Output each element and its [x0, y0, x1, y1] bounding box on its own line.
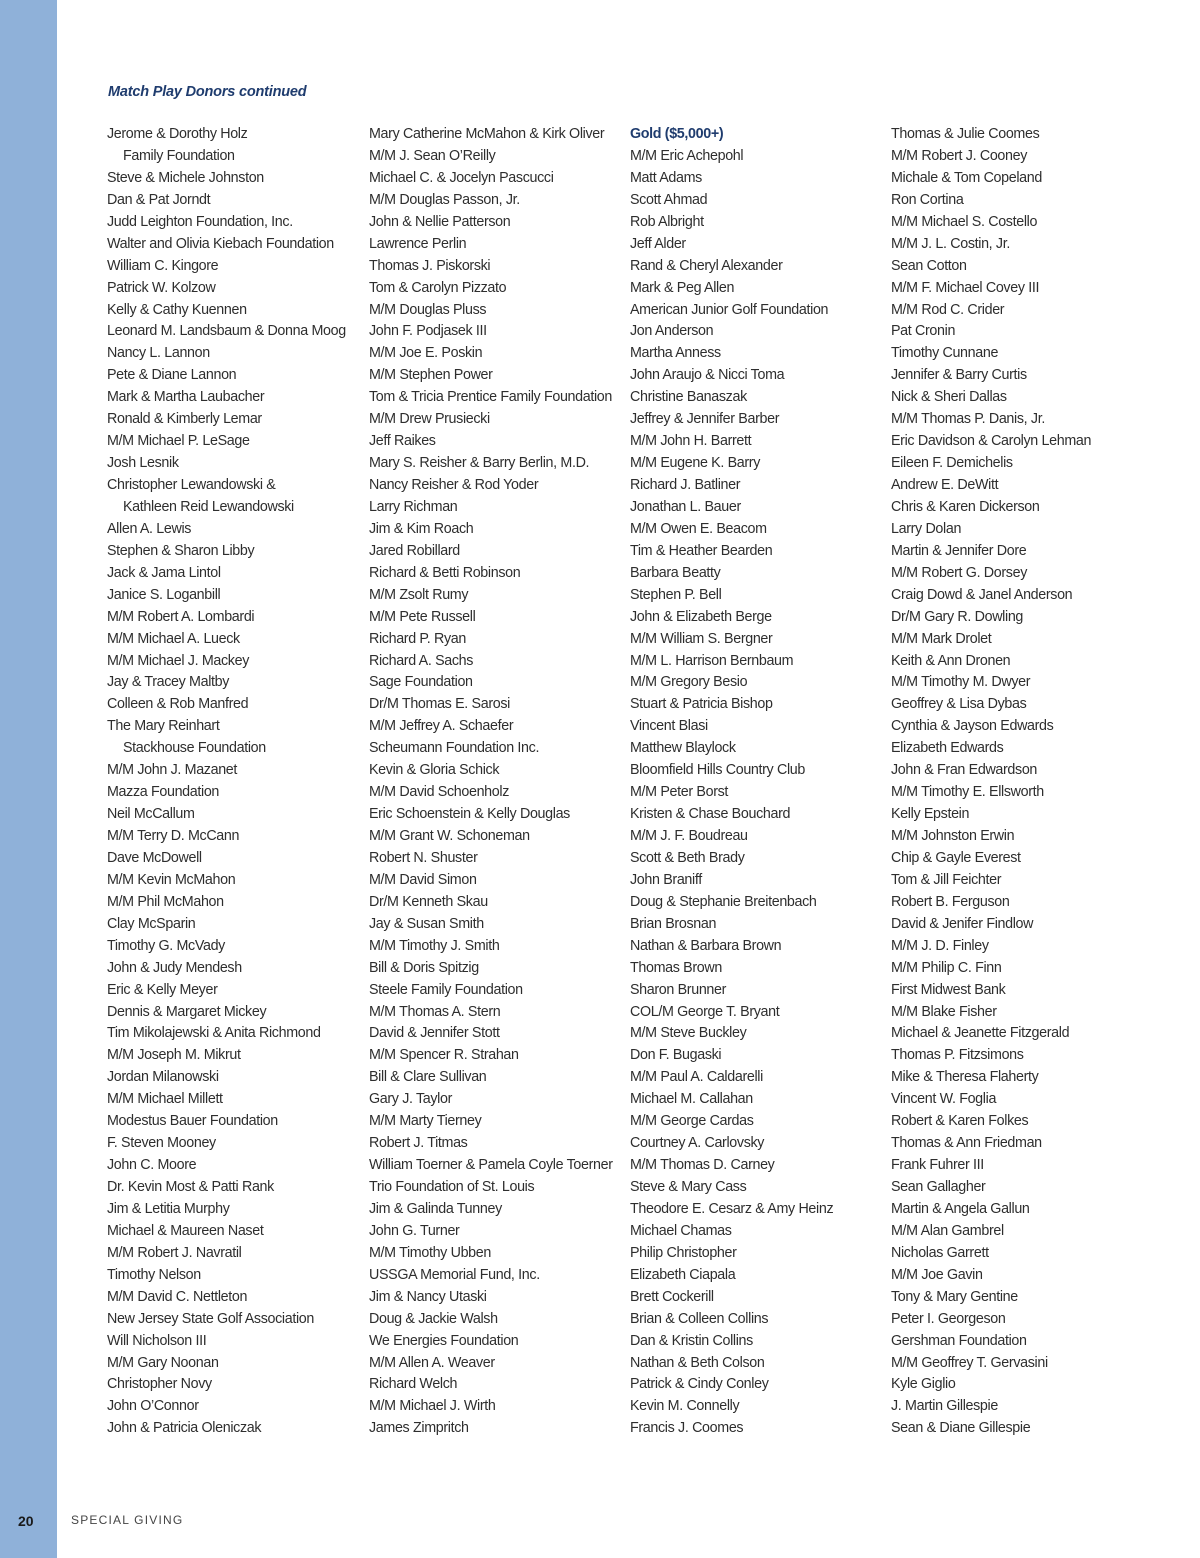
donor-name: M/M Johnston Erwin	[891, 828, 1015, 844]
donor-name: Rob Albright	[630, 213, 704, 230]
section-heading: Match Play Donors continued	[108, 84, 307, 100]
donor-name: Michael M. Callahan	[630, 1091, 753, 1108]
donor-name: M/M Blake Fisher	[891, 1003, 997, 1020]
donor-name: Robert B. Ferguson	[891, 893, 1010, 910]
donor-name: M/M Pete Russell	[369, 608, 476, 625]
donor-name: M/M Eric Achepohl	[630, 147, 744, 164]
donor-name: M/M Timothy M. Dwyer	[891, 674, 1031, 691]
donor-name: David & Jenifer Findlow	[891, 915, 1034, 932]
donor-name: Christopher Novy	[107, 1376, 212, 1393]
donor-name: M/M Robert J. Navratil	[107, 1244, 242, 1261]
donor-name: Martin & Angela Gallun	[891, 1200, 1030, 1217]
donor-name: Sean & Diane Gillespie	[891, 1420, 1031, 1437]
donor-name: Bill & Clare Sullivan	[369, 1069, 487, 1086]
donor-name: Rand & Cheryl Alexander	[630, 257, 783, 274]
donor-name: M/M Drew Prusiecki	[369, 411, 490, 428]
donor-name: Dr. Kevin Most & Patti Rank	[107, 1179, 274, 1195]
donor-name: Cynthia & Jayson Edwards	[891, 718, 1054, 735]
donor-name: Thomas J. Piskorski	[369, 257, 491, 274]
donor-name: M/M Rod C. Crider	[891, 301, 1005, 318]
donor-name: William Toerner & Pamela Coyle Toerner	[369, 1157, 613, 1174]
donor-name: Martin & Jennifer Dore	[891, 542, 1027, 559]
donor-name: Christopher Lewandowski &	[107, 477, 276, 493]
side-color-bar	[0, 0, 57, 1558]
donor-name: Christine Banaszak	[630, 389, 747, 406]
donor-name: John & Judy Mendesh	[107, 959, 242, 976]
donor-name: Dr/M Gary R. Dowling	[891, 608, 1024, 625]
donor-name: M/M Robert J. Cooney	[891, 147, 1028, 164]
donor-name: Nick & Sheri Dallas	[891, 389, 1007, 406]
donor-name: Michael C. & Jocelyn Pascucci	[369, 169, 554, 186]
donor-name: M/M Thomas D. Carney	[630, 1157, 775, 1174]
donor-name: J. Martin Gillespie	[891, 1398, 998, 1415]
donor-name: M/M Kevin McMahon	[107, 871, 236, 888]
donor-name: Pat Cronin	[891, 323, 956, 340]
donor-name: M/M Owen E. Beacom	[630, 520, 767, 537]
donor-name: M/M Joe Gavin	[891, 1266, 983, 1283]
donor-column-3	[630, 124, 880, 1440]
donor-name: Martha Anness	[630, 345, 721, 362]
donor-name: John F. Podjasek III	[369, 323, 487, 340]
donor-name: Jonathan L. Bauer	[630, 498, 741, 515]
donor-name: M/M Timothy Ubben	[369, 1244, 491, 1261]
donor-name: M/M Douglas Passon, Jr.	[369, 191, 520, 208]
donor-name: Mike & Theresa Flaherty	[891, 1069, 1039, 1086]
donor-name: Doug & Jackie Walsh	[369, 1310, 498, 1327]
donor-name: Mark & Martha Laubacher	[107, 389, 265, 406]
donor-name: M/M Mark Drolet	[891, 630, 992, 647]
donor-name: M/M David C. Nettleton	[107, 1288, 248, 1305]
donor-name: Richard P. Ryan	[369, 630, 466, 647]
donor-name: Robert N. Shuster	[369, 849, 478, 866]
donor-name: Tom & Carolyn Pizzato	[369, 279, 507, 296]
donor-name: M/M J. F. Boudreau	[630, 828, 748, 844]
donor-name: M/M Marty Tierney	[369, 1113, 482, 1130]
donor-name: Dan & Kristin Collins	[630, 1332, 753, 1349]
donor-name: M/M Timothy J. Smith	[369, 937, 500, 954]
donor-name: F. Steven Mooney	[107, 1135, 216, 1152]
donor-name: M/M Gary Noonan	[107, 1354, 219, 1371]
donor-name: M/M Geoffrey T. Gervasini	[891, 1354, 1048, 1371]
donor-name: M/M Allen A. Weaver	[369, 1354, 495, 1371]
donor-name: Larry Richman	[369, 498, 458, 515]
donor-name: COL/M George T. Bryant	[630, 1003, 780, 1020]
donor-name: Neil McCallum	[107, 806, 195, 823]
donor-name: Ron Cortina	[891, 191, 964, 208]
donor-name: Tim & Heather Bearden	[630, 542, 773, 559]
donor-name: M/M George Cardas	[630, 1113, 754, 1130]
donor-name: Richard J. Batliner	[630, 477, 741, 493]
donor-name: Bloomfield Hills Country Club	[630, 762, 805, 779]
donor-name: Jared Robillard	[369, 542, 460, 559]
donor-name: M/M Robert G. Dorsey	[891, 564, 1027, 581]
donor-name: Jack & Jama Lintol	[107, 564, 221, 581]
donor-name: M/M F. Michael Covey III	[891, 279, 1040, 296]
donor-name: John & Fran Edwardson	[891, 762, 1038, 779]
donor-name: M/M Douglas Pluss	[369, 301, 487, 318]
donor-name: Tom & Jill Feichter	[891, 871, 1002, 888]
donor-name: Richard A. Sachs	[369, 652, 474, 669]
donor-name: Eric Davidson & Carolyn Lehman	[891, 433, 1092, 450]
donor-name: Jeffrey & Jennifer Barber	[630, 411, 780, 428]
donor-name: Philip Christopher	[630, 1244, 737, 1261]
donor-name: Mazza Foundation	[107, 784, 220, 801]
donor-name: John & Nellie Patterson	[369, 213, 511, 230]
donor-name: M/M John J. Mazanet	[107, 762, 238, 779]
donor-name: Sharon Brunner	[630, 981, 727, 998]
donor-name: Jennifer & Barry Curtis	[891, 367, 1027, 384]
donor-name: First Midwest Bank	[891, 981, 1006, 998]
donor-name: M/M Alan Gambrel	[891, 1222, 1004, 1239]
donor-name: M/M William S. Bergner	[630, 630, 773, 647]
donor-name: M/M Steve Buckley	[630, 1025, 747, 1042]
donor-name: Scheumann Foundation Inc.	[369, 740, 540, 757]
donor-name: Matthew Blaylock	[630, 740, 736, 757]
donor-name-continuation: Family Foundation	[123, 147, 235, 164]
donor-name: Nancy L. Lannon	[107, 345, 210, 362]
donor-name: Larry Dolan	[891, 520, 962, 537]
donor-name: Leonard M. Landsbaum & Donna Moog	[107, 323, 346, 340]
donor-name: Michael & Jeanette Fitzgerald	[891, 1025, 1070, 1042]
donor-name: Jim & Galinda Tunney	[369, 1200, 502, 1217]
donor-name: Robert & Karen Folkes	[891, 1113, 1029, 1130]
donor-name: We Energies Foundation	[369, 1332, 519, 1349]
donor-name: Andrew E. DeWitt	[891, 477, 999, 493]
donor-name-continuation: Kathleen Reid Lewandowski	[123, 498, 294, 515]
donor-name: Craig Dowd & Janel Anderson	[891, 586, 1073, 603]
donor-name: Timothy Cunnane	[891, 345, 999, 362]
donor-name: Steele Family Foundation	[369, 981, 523, 998]
donor-name: Courtney A. Carlovsky	[630, 1135, 765, 1152]
donor-name: Clay McSparin	[107, 915, 196, 932]
donor-name: Mary Catherine McMahon & Kirk Oliver	[369, 126, 605, 142]
donor-name: Vincent Blasi	[630, 718, 708, 735]
donor-name: Colleen & Rob Manfred	[107, 696, 249, 713]
donor-name: M/M Jeffrey A. Schaefer	[369, 718, 514, 735]
donor-name: American Junior Golf Foundation	[630, 301, 829, 318]
donor-name: John & Patricia Oleniczak	[107, 1420, 262, 1437]
donor-name: Jeff Raikes	[369, 433, 436, 450]
donor-name: James Zimpritch	[369, 1420, 469, 1437]
donor-name: Chris & Karen Dickerson	[891, 498, 1040, 515]
donor-name: Dennis & Margaret Mickey	[107, 1003, 267, 1020]
donor-name: Richard & Betti Robinson	[369, 564, 521, 581]
donor-name: Tony & Mary Gentine	[891, 1288, 1018, 1305]
donor-name: Ronald & Kimberly Lemar	[107, 411, 262, 428]
donor-column-4	[891, 124, 1141, 1440]
donor-name: Steve & Michele Johnston	[107, 169, 264, 186]
donor-name: Richard Welch	[369, 1376, 458, 1393]
donor-name: Michael Chamas	[630, 1222, 732, 1239]
donor-name: Bill & Doris Spitzig	[369, 959, 479, 976]
donor-name: Walter and Olivia Kiebach Foundation	[107, 235, 334, 252]
donor-name: Chip & Gayle Everest	[891, 849, 1021, 866]
donor-name: Josh Lesnik	[107, 455, 179, 472]
donor-name: Frank Fuhrer III	[891, 1157, 984, 1174]
donor-name: Steve & Mary Cass	[630, 1179, 747, 1195]
donor-name: M/M Thomas P. Danis, Jr.	[891, 411, 1045, 428]
donor-name: Michale & Tom Copeland	[891, 169, 1042, 186]
donor-name: M/M Timothy E. Ellsworth	[891, 784, 1044, 801]
donor-name: Eric Schoenstein & Kelly Douglas	[369, 806, 570, 823]
donor-name: Geoffrey & Lisa Dybas	[891, 696, 1027, 713]
donor-name: M/M David Simon	[369, 871, 477, 888]
donor-name: Patrick W. Kolzow	[107, 279, 216, 296]
donor-name: Pete & Diane Lannon	[107, 367, 237, 384]
donor-name: Dan & Pat Jorndt	[107, 191, 211, 208]
donor-name: Modestus Bauer Foundation	[107, 1113, 278, 1130]
donor-name: M/M Phil McMahon	[107, 893, 224, 910]
donor-name: M/M Zsolt Rumy	[369, 586, 469, 603]
donor-name: Judd Leighton Foundation, Inc.	[107, 213, 293, 230]
donor-name: M/M J. Sean O’Reilly	[369, 147, 496, 164]
donor-name: Matt Adams	[630, 169, 702, 186]
donor-name: John Araujo & Nicci Toma	[630, 367, 785, 384]
donor-name: M/M Grant W. Schoneman	[369, 828, 530, 844]
donor-name: Stephen & Sharon Libby	[107, 542, 255, 559]
donor-name: Mary S. Reisher & Barry Berlin, M.D.	[369, 455, 590, 472]
donor-name: John G. Turner	[369, 1222, 460, 1239]
donor-name: M/M Michael P. LeSage	[107, 433, 250, 450]
donor-name: Francis J. Coomes	[630, 1420, 744, 1437]
donor-name: Dr/M Thomas E. Sarosi	[369, 696, 510, 713]
donor-name: M/M J. L. Costin, Jr.	[891, 235, 1010, 252]
donor-name: Thomas & Julie Coomes	[891, 126, 1040, 142]
donor-name: Janice S. Loganbill	[107, 586, 221, 603]
donor-name: Tim Mikolajewski & Anita Richmond	[107, 1025, 321, 1042]
donor-name: M/M Philip C. Finn	[891, 959, 1002, 976]
donor-name: Sean Cotton	[891, 257, 967, 274]
donor-name: Dr/M Kenneth Skau	[369, 893, 488, 910]
donor-name: Jim & Letitia Murphy	[107, 1200, 230, 1217]
donor-name: Nathan & Barbara Brown	[630, 937, 782, 954]
donor-name: M/M J. D. Finley	[891, 937, 989, 954]
donor-name: John & Elizabeth Berge	[630, 608, 772, 625]
donor-name: Dave McDowell	[107, 849, 202, 866]
donor-name: M/M Eugene K. Barry	[630, 455, 761, 472]
donor-name: M/M Joseph M. Mikrut	[107, 1047, 241, 1064]
donor-name: M/M Michael Millett	[107, 1091, 223, 1108]
donor-name: Brian Brosnan	[630, 915, 717, 932]
donor-column-1	[107, 124, 357, 1440]
donor-name: Jon Anderson	[630, 323, 714, 340]
donor-name: Trio Foundation of St. Louis	[369, 1179, 535, 1195]
donor-name: Brett Cockerill	[630, 1288, 714, 1305]
donor-name: The Mary Reinhart	[107, 718, 220, 735]
donor-name: David & Jennifer Stott	[369, 1025, 500, 1042]
donor-name: Will Nicholson III	[107, 1332, 207, 1349]
donor-name: Allen A. Lewis	[107, 520, 192, 537]
donor-name: Nathan & Beth Colson	[630, 1354, 765, 1371]
donor-name: John C. Moore	[107, 1157, 197, 1174]
donor-name: Nancy Reisher & Rod Yoder	[369, 477, 539, 493]
donor-name: Robert J. Titmas	[369, 1135, 468, 1152]
donor-column-2	[369, 124, 619, 1440]
donor-name: Doug & Stephanie Breitenbach	[630, 893, 817, 910]
donor-name: Timothy G. McVady	[107, 937, 225, 954]
donor-name: Gershman Foundation	[891, 1332, 1027, 1349]
donor-name: M/M Michael J. Mackey	[107, 652, 249, 669]
donor-name: Theodore E. Cesarz & Amy Heinz	[630, 1200, 834, 1217]
donor-name: Kelly & Cathy Kuennen	[107, 301, 247, 318]
donor-name: Keith & Ann Dronen	[891, 652, 1011, 669]
donor-name: Sean Gallagher	[891, 1179, 986, 1195]
donor-name: New Jersey State Golf Association	[107, 1310, 314, 1327]
donor-name: Gary J. Taylor	[369, 1091, 453, 1108]
donor-name: Sage Foundation	[369, 674, 473, 691]
donor-name: Patrick & Cindy Conley	[630, 1376, 769, 1393]
donor-name: M/M Michael J. Wirth	[369, 1398, 496, 1415]
donor-name: William C. Kingore	[107, 257, 219, 274]
donor-name: M/M Joe E. Poskin	[369, 345, 483, 362]
donor-name: John Braniff	[630, 871, 702, 888]
donor-name: Stuart & Patricia Bishop	[630, 696, 773, 713]
donor-name: Timothy Nelson	[107, 1266, 201, 1283]
donor-name: M/M Michael A. Lueck	[107, 630, 240, 647]
donor-name: John O’Connor	[107, 1398, 199, 1415]
donor-name: M/M Terry D. McCann	[107, 828, 240, 844]
donor-name: M/M John H. Barrett	[630, 433, 752, 450]
donor-name: Brian & Colleen Collins	[630, 1310, 769, 1327]
donor-name: M/M David Schoenholz	[369, 784, 510, 801]
donor-name: Stephen P. Bell	[630, 586, 722, 603]
donor-name: M/M Stephen Power	[369, 367, 493, 384]
donor-name: Lawrence Perlin	[369, 235, 467, 252]
donor-name: M/M Gregory Besio	[630, 674, 748, 691]
donor-name: M/M Robert A. Lombardi	[107, 608, 255, 625]
donor-name: Thomas Brown	[630, 959, 722, 976]
donor-name: Jim & Kim Roach	[369, 520, 474, 537]
donor-name: Scott Ahmad	[630, 191, 708, 208]
giving-level-heading: Gold ($5,000+)	[630, 126, 724, 142]
donor-name: Vincent W. Foglia	[891, 1091, 997, 1108]
donor-name: Jordan Milanowski	[107, 1069, 219, 1086]
donor-name: Kevin M. Connelly	[630, 1398, 740, 1415]
donor-name: Jay & Tracey Maltby	[107, 674, 230, 691]
donor-name: Michael & Maureen Naset	[107, 1222, 264, 1239]
donor-name: Nicholas Garrett	[891, 1244, 989, 1261]
donor-name: M/M Spencer R. Strahan	[369, 1047, 519, 1064]
donor-name: Eric & Kelly Meyer	[107, 981, 218, 998]
donor-name: Barbara Beatty	[630, 564, 721, 581]
donor-name: Peter I. Georgeson	[891, 1310, 1006, 1327]
donor-name: Elizabeth Ciapala	[630, 1266, 736, 1283]
donor-name: Tom & Tricia Prentice Family Foundation	[369, 389, 612, 406]
donor-name: Kristen & Chase Bouchard	[630, 806, 791, 823]
donor-name: M/M Michael S. Costello	[891, 213, 1038, 230]
donor-name: Elizabeth Edwards	[891, 740, 1004, 757]
donor-name: Eileen F. Demichelis	[891, 455, 1013, 472]
donor-name: M/M L. Harrison Bernbaum	[630, 652, 794, 669]
donor-name: Thomas P. Fitzsimons	[891, 1047, 1024, 1064]
donor-name: Thomas & Ann Friedman	[891, 1135, 1042, 1152]
page-number: 20	[18, 1513, 34, 1529]
donor-name: Jeff Alder	[630, 235, 686, 252]
donor-name: Scott & Beth Brady	[630, 849, 745, 866]
donor-name: Jerome & Dorothy Holz	[107, 126, 248, 142]
donor-name-continuation: Stackhouse Foundation	[123, 740, 266, 757]
donor-name: USSGA Memorial Fund, Inc.	[369, 1266, 540, 1283]
donor-name: Jay & Susan Smith	[369, 915, 484, 932]
donor-name: M/M Paul A. Caldarelli	[630, 1069, 763, 1086]
donor-name: Kevin & Gloria Schick	[369, 762, 500, 779]
donor-name: Don F. Bugaski	[630, 1047, 722, 1064]
footer-section-label: SPECIAL GIVING	[71, 1513, 184, 1527]
donor-name: M/M Peter Borst	[630, 784, 729, 801]
donor-name: Kelly Epstein	[891, 806, 970, 823]
donor-name: Mark & Peg Allen	[630, 279, 735, 296]
donor-name: Kyle Giglio	[891, 1376, 956, 1393]
donor-name: Jim & Nancy Utaski	[369, 1288, 487, 1305]
donor-name: M/M Thomas A. Stern	[369, 1003, 501, 1020]
